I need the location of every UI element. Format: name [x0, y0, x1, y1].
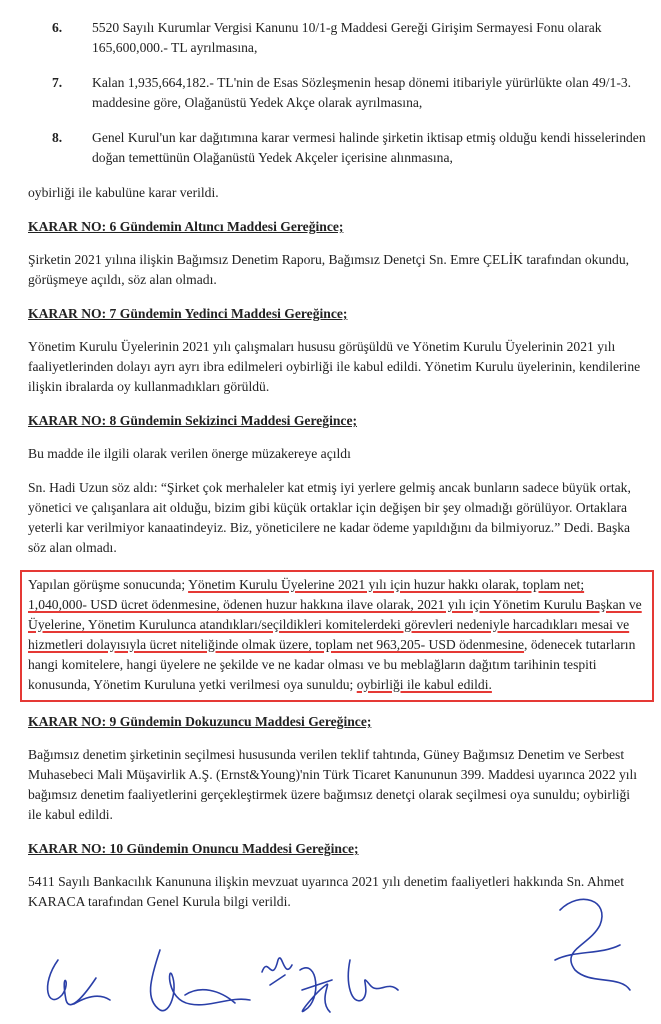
list-item-7 [28, 73, 646, 113]
signature-3 [262, 958, 292, 985]
closing-line: oybirliği ile kabulüne karar verildi. [28, 185, 219, 200]
section-heading-9: KARAR NO: 9 Gündemin Dokuzuncu Maddesi Gereğince; [28, 714, 372, 729]
item-text: Kalan 1,935,664,182.- TL'nin de Esas Sözleşmenin hesap dönemi itibariyle yürürlükte olan 49/1-3. maddesine göre, Olağanüstü Yedek Akçe olarak ayrılmasına, [92, 75, 632, 110]
section-paragraph: 5411 Sayılı Bankacılık Kanununa ilişkin mevzuat uyarınca 2021 yılı denetim faaliyetleri hakkında Sn. Ahmet KARACA tarafından Genel Kurula bilgi verildi. [28, 874, 624, 909]
section-paragraph: Bağımsız denetim şirketinin seçilmesi hususunda verilen teklif tahtında, Güney Bağımsız Denetim ve Serbest Muhasebeci Mali Müşavirlik A.Ş. (Ernst&Young)'nin Türk Ticaret Kanununun 399. Maddesi uyarınca 2022 yılı bağımsız denetim faaliyetlerini gerçekleştirmek üzere bağımsız denetçi olarak seçilmesi oya sunuldu; oybirliği ile kabul edildi. [28, 747, 638, 822]
item-text: 5520 Sayılı Kurumlar Vergisi Kanunu 10/1-g Maddesi Gereği Girişim Sermayesi Fonu olarak 165,600,000.- TL ayrılmasına, [92, 20, 602, 55]
underlined-segment: oybirliği ile kabul edildi. [356, 677, 492, 692]
item-number: 7. [52, 75, 63, 90]
section-heading-8: KARAR NO: 8 Gündemin Sekizinci Maddesi Gereğince; [28, 413, 358, 428]
signature-2 [151, 950, 250, 1011]
signature-5 [348, 960, 398, 1001]
item-text: Genel Kurul'un kar dağıtımına karar vermesi halinde şirketin iktisap etmiş olduğu kendi hisselerinden doğan temettünün Olağanüstü Yedek Akçeler içerisine alınmasına, [92, 130, 646, 165]
section-paragraph: Sn. Hadi Uzun söz aldı: “Şirket çok merhaleler kat etmiş iyi yerlere gelmiş ancak bunların sadece büyük ortak, yönetici ve çalışanlara ait olduğu, bizim gibi küçük ortaklar için değişen bir şey olmadığı görülüyor. Ortaklara yeterli kar verilmiyor kanaatindeyiz. Biz, yöneticilere ne kadar ödeme yapıldığını da bilmiyoruz.” Dedi. Başka söz alan olmadı. [28, 480, 631, 555]
section-paragraph: Bu madde ile ilgili olarak verilen önerge müzakereye açıldı [28, 446, 351, 461]
section-heading-10: KARAR NO: 10 Gündemin Onuncu Maddesi Gereğince; [28, 841, 359, 856]
list-item-8 [28, 128, 646, 168]
signature-1 [48, 960, 110, 1005]
signature-4 [300, 968, 332, 1012]
underlined-segment: Yönetim Kurulu Üyelerine 2021 yılı için huzur hakkı olarak, toplam net; 1,040,000- USD ücret ödenmesine, ödenen huzur hakkına ilave olarak, 2021 yılı için Yönetim Kurulu Başkan ve Üyelerine, Yönetim Kurulunca atandıkları/seçildikleri komitelerdeki görevleri nedeniyle harcadıkları mesai ve hizmetleri dolayısıyla ücret niteliğinde olmak üzere, toplam net 963,205- USD ödenmesine [28, 577, 642, 652]
section-heading-7: KARAR NO: 7 Gündemin Yedinci Maddesi Gereğince; [28, 306, 348, 321]
section-paragraph: Yönetim Kurulu Üyelerinin 2021 yılı çalışmaları hususu görüşüldü ve Yönetim Kurulu Üyelerinin 2021 yılı faaliyetlerinden dolayı ayrı ayrı ibra edilmeleri oybirliği ile kabul edildi. Yönetim Kurulu üyelerinin, kendilerine ilişkin ibralarda oy kullanmadıkları görüldü. [28, 339, 641, 394]
section-heading-6: KARAR NO: 6 Gündemin Altıncı Maddesi Gereğince; [28, 219, 344, 234]
list-item-6 [28, 18, 646, 58]
highlighted-resolution-box [20, 570, 654, 702]
section-paragraph: Şirketin 2021 yılına ilişkin Bağımsız Denetim Raporu, Bağımsız Denetçi Sn. Emre ÇELİK tarafından okundu, görüşmeye açıldı, söz alan olmadı. [28, 252, 630, 287]
text-segment: Yapılan görüşme sonucunda; [28, 577, 189, 592]
item-number: 6. [52, 20, 63, 35]
highlighted-paragraph [28, 575, 646, 695]
document-body [28, 18, 646, 926]
item-number: 8. [52, 130, 63, 145]
text-segment: , ödenecek tutarların hangi komitelere, hangi üyelere ne şekilde ve ne kadar olması ve bu meblağların dağıtım tarihinin tespiti konusunda, Yönetim Kuruluna yetki verilmesi oya sunuldu; [28, 637, 636, 692]
